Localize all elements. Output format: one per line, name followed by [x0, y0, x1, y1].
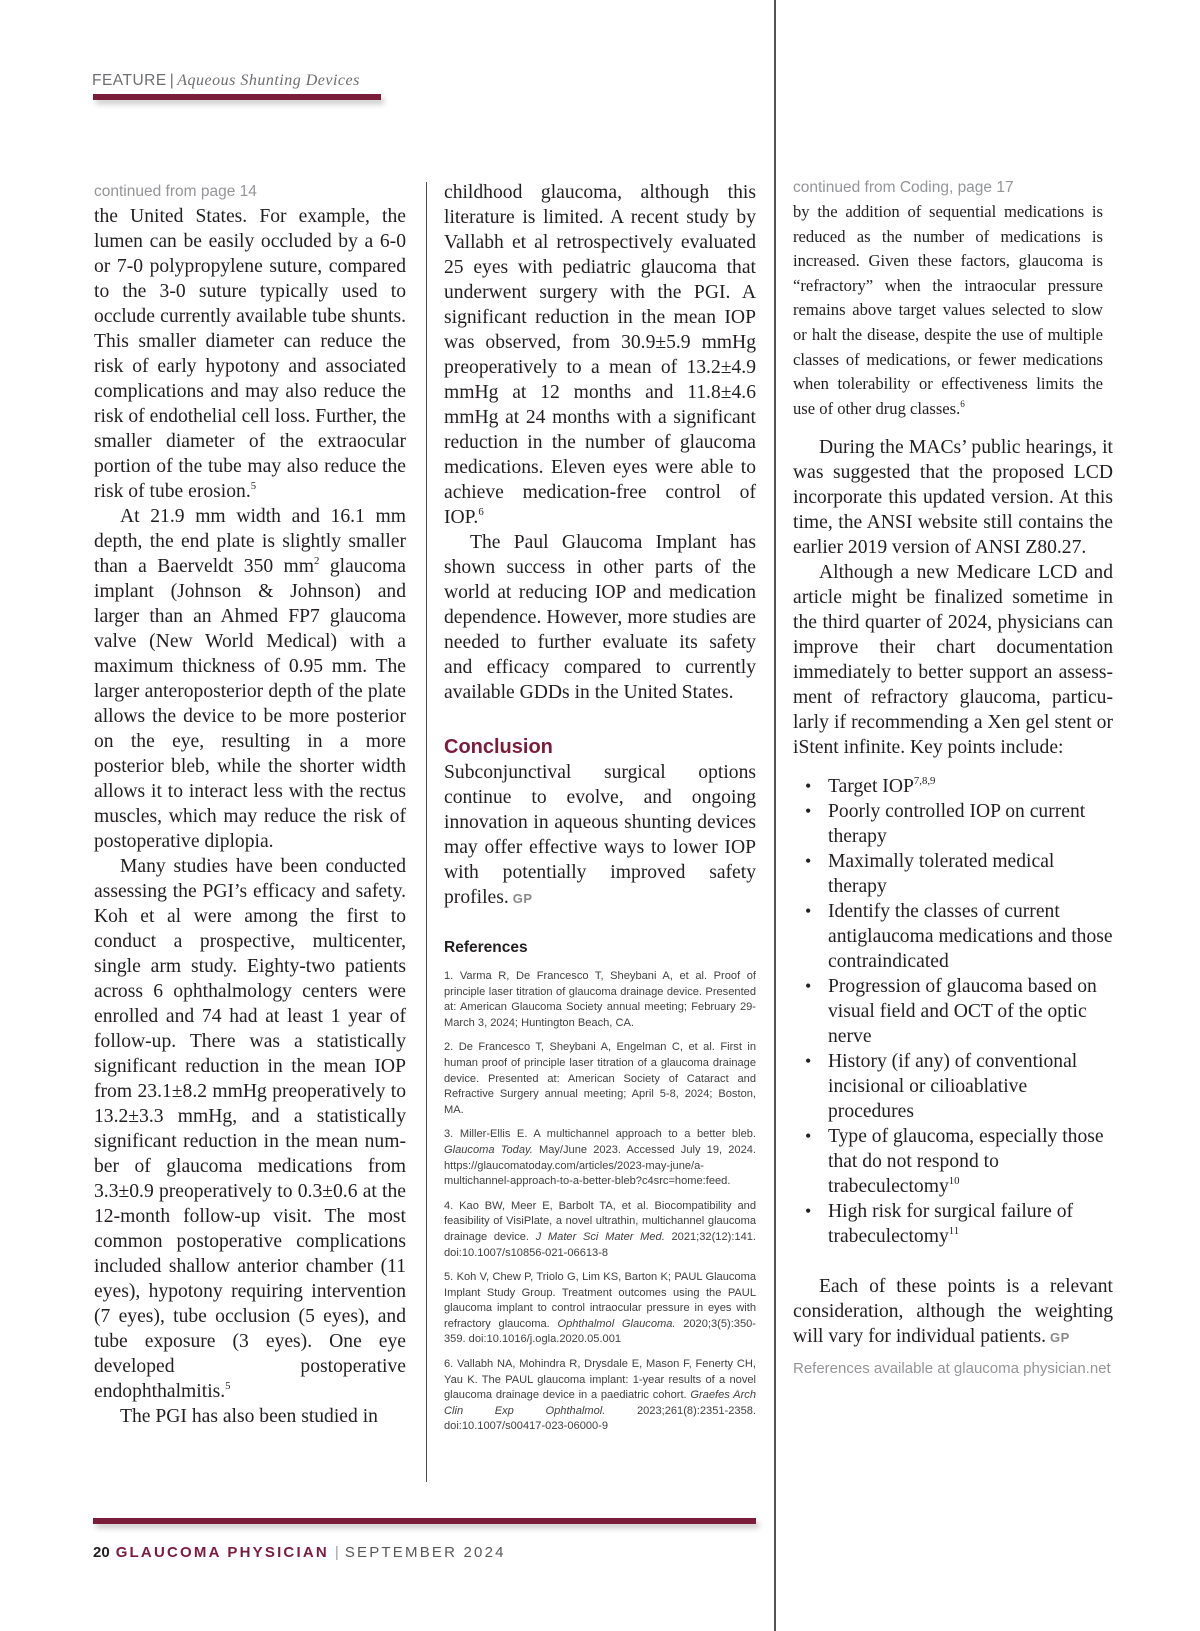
- reference-item: 1. Varma R, De Francesco T, Sheybani A, et al. Proof of principle laser titration of glaucoma drainage device. Presented at: American Glaucoma Society annual meeting; February 29-March 3, 2024; Huntington Beach, CA.: [444, 970, 756, 1029]
- running-header: [92, 72, 360, 90]
- continued-from-label: continued from Coding, page 17: [793, 179, 1014, 196]
- references-heading: References: [444, 939, 528, 956]
- end-mark: GP: [512, 891, 533, 906]
- article-column-1: [94, 180, 406, 1429]
- key-points-list: [793, 774, 1113, 1249]
- key-point-item: • History (if any) of conventional incisional or cilioablative procedures: [793, 1049, 1113, 1124]
- article-column-2: [444, 180, 756, 1444]
- continued-from-label: continued from page 14: [94, 183, 257, 200]
- superscript: 2: [314, 554, 320, 567]
- page-gutter-divider: [774, 0, 776, 1631]
- end-mark: GP: [1050, 1330, 1070, 1346]
- reference-item: 4. Kao BW, Meer E, Barbolt TA, et al. Biocompatibility and feasibility of VisiPlate, a novel ultrathin, multichannel glaucoma drainage device. J Mater Sci Mater Med. 2021;32(12):141. doi:10.1007/s10856-021-06613-8: [444, 1199, 756, 1259]
- conclusion-paragraph: Subconjunctival surgical options continue to evolve, and ongoing innovation in aqueous shunting devices may offer effective ways to lower IOP with potentially improved safety profiles. GP: [444, 762, 756, 908]
- paragraph: During the MACs’ public hearings, it was suggested that the proposed LCD incorporate this updated version. At this time, the ANSI website still contains the earlier 2019 version of ANSI Z80.27.: [793, 437, 1113, 559]
- coding-continuation-column: [793, 176, 1113, 1379]
- reference-item: 3. Miller-Ellis E. A multichannel approach to a better bleb. Glaucoma Today. May/June 2023. Accessed July 19, 2024. https://glaucomatoday.com/articles/2023-may-june/a-multichannel-approach-to-a-better-bleb?c4src=home:feed.: [444, 1128, 756, 1188]
- paragraph: the United States. For example, the lumen can be easily occluded by a 6-0 or 7-0 polypropylene suture, compared to the 3-0 suture typically used to occlude currently available tube shunts. This smaller diameter can reduce the risk of early hypotony and associated complications and may also reduce the risk of endothelial cell loss. Further, the smaller diameter of the extraocular portion of the tube may also reduce the risk of tube erosion.$^5$: [94, 206, 406, 502]
- key-point-item: • Maximally tolerated medical therapy: [793, 849, 1113, 899]
- header-separator: |: [169, 72, 175, 89]
- citation: 5: [225, 1379, 231, 1392]
- footer-separator: |: [334, 1544, 339, 1561]
- citation: 10: [948, 1175, 960, 1188]
- publication-name: GLAUCOMA PHYSICIAN: [115, 1544, 329, 1561]
- continuation-text: by the addition of sequential medications is reduced as the number of medications is increased. Given these factors, glaucoma is “refractory” when the intraocular pressure remains above target values selected to slow or halt the disease, despite the use of multiple classes of medications, or fewer medications when tolerability or effectiveness limits the use of other drug classes.$^6$: [793, 202, 1103, 418]
- citation: 11: [948, 1225, 960, 1238]
- key-point-item: • Type of glaucoma, especially those that do not respond to trabeculectomy$^{10}$: [793, 1124, 1113, 1199]
- paragraph: The Paul Glaucoma Implant has shown success in other parts of the world at reducing IOP and medication dependence. However, more studies are needed to further evaluate its safety and efficacy compared to currently available GDDs in the United States.: [444, 532, 756, 703]
- footer-rule: [93, 1518, 756, 1524]
- citation: 7,8,9: [913, 775, 936, 788]
- key-point-item: • Target IOP$^{7,8,9}$: [793, 774, 1113, 799]
- citation: 5: [250, 479, 257, 492]
- key-point-item: • High risk for surgical failure of trabeculectomy$^{11}$: [793, 1199, 1113, 1249]
- section-title: Aqueous Shunting Devices: [177, 72, 360, 89]
- reference-item: 2. De Francesco T, Sheybani A, Engelman C, et al. First in human proof of principle laser titration of a glaucoma drainage device. Presented at: American Society of Cataract and Refractive Surgery annual meeting; April 5-8, 2024; Boston, MA.: [444, 1041, 756, 1116]
- citation: 6: [960, 398, 965, 409]
- page-number: 20: [93, 1544, 110, 1561]
- closing-paragraph: Each of these points is a relevant consideration, although the weighting will vary for individual patients. GP: [793, 1276, 1113, 1348]
- reference-list: [444, 969, 756, 1435]
- paragraph: Many studies have been conducted assessing the PGI’s efficacy and safety. Koh et al were among the first to conduct a prospective, multicenter, single arm study. Eighty-two patients across 6 ophthalmology centers were enrolled and 74 had at least 1 year of follow-up. There was a statistically significant reduction in the mean IOP from 23.1±8.2 mmHg preoperatively to 13.2±3.3 mmHg, and a statistically significant reduction in the mean number of glaucoma medications from 3.3±0.9 preoperatively to 0.3±0.6 at the 12-month follow-up visit. The most common postoperative complications included shallow anterior chamber (11 eyes), hypotony requiring intervention (7 eyes), tube occlusion (5 eyes), and tube exposure (3 eyes). One eye developed postoperative endophthalmitis.$^5$: [94, 856, 406, 1402]
- key-point-item: • Poorly controlled IOP on current therapy: [793, 799, 1113, 849]
- conclusion-heading: Conclusion: [444, 736, 553, 758]
- key-point-item: • Identify the classes of current antiglaucoma medications and those contraindicated: [793, 899, 1113, 974]
- paragraph: At 21.9 mm width and 16.1 mm depth, the end plate is slightly smaller than a Baerveldt 350 $mm^2$ glaucoma implant (Johnson & Johnson) and larger than an Ahmed FP7 glaucoma valve (New World Medical) with a maximum thickness of 0.95 mm. The larger anteroposterior depth of the plate allows the device to be more posterior on the eye, resulting in a more posterior bleb, while the shorter width allows it to interact less with the rectus muscles, which may reduce the risk of postoperative diplopia.: [94, 506, 406, 852]
- key-point-item: • Progression of glaucoma based on visual field and OCT of the optic nerve: [793, 974, 1113, 1049]
- issue-date: SEPTEMBER 2024: [344, 1544, 506, 1561]
- column-divider: [426, 182, 427, 1482]
- page-footer: [93, 1544, 506, 1561]
- reference-item: 6. Vallabh NA, Mohindra R, Drysdale E, Mason F, Fenerty CH, Yau K. The PAUL glaucoma implant: 1-year results of a novel glaucoma drainage device in a paediatric cohort. Graefes Arch Clin Exp Ophthalmol. 2023;261(8):2351-2358. doi:10.1007/s00417-023-06000-9: [444, 1358, 756, 1433]
- feature-label: FEATURE: [92, 72, 167, 89]
- paragraph: childhood glaucoma, although this literature is limited. A recent study by Vallabh et al retrospectively evaluated 25 eyes with pediatric glaucoma that underwent surgery with the PGI. A significant reduction in the mean IOP was observed, from 30.9±5.9 mmHg preoperatively to a mean of 13.2±4.9 mmHg at 12 months and 11.8±4.6 mmHg at 24 months with a significant reduction in the number of glaucoma medications. Eleven eyes were able to achieve medication-free control of IOP.$^6$: [444, 182, 756, 528]
- citation: 6: [478, 505, 484, 518]
- paragraph: Although a new Medicare LCD and article might be finalized sometime in the third quarter of 2024, physicians can improve their chart documentation immediately to better support an assessment of refractory glaucoma, particularly if recommending a Xen gel stent or iStent infinite. Key points include:: [793, 562, 1113, 759]
- header-rule: [93, 94, 381, 100]
- references-note: References available at glaucoma physician.net: [793, 1360, 1111, 1378]
- paragraph: The PGI has also been studied in: [120, 1406, 378, 1427]
- reference-item: 5. Koh V, Chew P, Triolo G, Lim KS, Barton K; PAUL Glaucoma Implant Study Group. Treatment outcomes using the PAUL glaucoma implant to control intraocular pressure in eyes with refractory glaucoma. Ophthalmol Glaucoma. 2020;3(5):350-359. doi:10.1016/j.ogla.2020.05.001: [444, 1271, 756, 1346]
